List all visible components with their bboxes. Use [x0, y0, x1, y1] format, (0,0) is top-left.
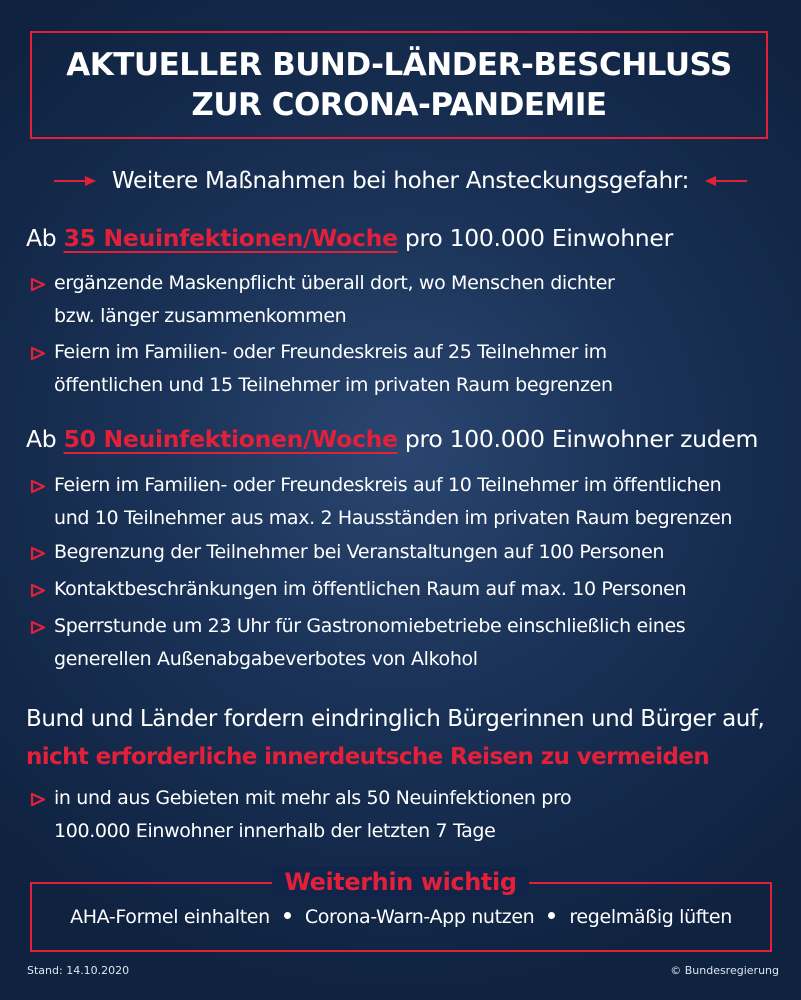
- list-item-text: Begrenzung der Teilnehmer bei Veranstaltungen auf 100 Personen: [54, 541, 665, 563]
- title-line-2: ZUR CORONA-PANDEMIE: [191, 87, 607, 123]
- list-item-text: und 10 Teilnehmer aus max. 2 Hausständen im privaten Raum begrenzen: [54, 507, 733, 529]
- dot-icon: [284, 912, 291, 919]
- list-item-text: generellen Außenabgabeverbotes von Alkohol: [54, 648, 478, 670]
- important-item: regelmäßig lüften: [569, 906, 732, 928]
- important-item: Corona-Warn-App nutzen: [304, 906, 535, 928]
- important-label: [0, 866, 801, 898]
- title-box: [30, 31, 768, 139]
- threshold-heading-35: [26, 224, 673, 252]
- appeal-highlight: nicht erforderliche innerdeutsche Reisen zu vermeiden: [26, 744, 710, 770]
- triangle-right-outline-icon: [30, 620, 46, 635]
- list-item-text: Feiern im Familien- oder Freundeskreis auf 25 Teilnehmer im: [54, 341, 607, 363]
- list-item: [30, 782, 571, 848]
- list-item: [30, 469, 732, 535]
- threshold-suffix: pro 100.000 Einwohner: [404, 224, 673, 252]
- arrow-left-icon: [705, 175, 747, 187]
- triangle-right-outline-icon: [30, 583, 46, 598]
- important-item: AHA-Formel einhalten: [70, 906, 270, 928]
- list-item-text: 100.000 Einwohner innerhalb der letzten 7 Tage: [54, 820, 496, 842]
- title-line-1: AKTUELLER BUND-LÄNDER-BESCHLUSS: [66, 47, 732, 83]
- list-item: [30, 336, 613, 402]
- triangle-right-outline-icon: [30, 546, 46, 561]
- triangle-right-outline-icon: [30, 277, 46, 292]
- list-item-text: bzw. länger zusammenkommen: [54, 305, 347, 327]
- list-item-text: öffentlichen und 15 Teilnehmer im privaten Raum begrenzen: [54, 374, 613, 396]
- subheading-text: Weitere Maßnahmen bei hoher Ansteckungsgefahr:: [111, 168, 690, 194]
- list-item-text: Feiern im Familien- oder Freundeskreis auf 10 Teilnehmer im öffentlichen: [54, 474, 722, 496]
- triangle-right-outline-icon: [30, 346, 46, 361]
- important-items: [30, 902, 772, 932]
- threshold-heading-50: [26, 425, 758, 453]
- list-item-text: Sperrstunde um 23 Uhr für Gastronomiebetriebe einschließlich eines: [54, 615, 686, 637]
- list-item-text: in und aus Gebieten mit mehr als 50 Neuinfektionen pro: [54, 787, 572, 809]
- threshold-prefix: Ab: [26, 224, 57, 252]
- list-item: [30, 536, 664, 569]
- list-item-text: ergänzende Maskenpflicht überall dort, wo Menschen dichter: [54, 272, 615, 294]
- list-item: [30, 573, 686, 606]
- dot-icon: [548, 912, 555, 919]
- travel-appeal: [26, 700, 764, 776]
- threshold-suffix: pro 100.000 Einwohner zudem: [404, 425, 759, 453]
- date-stamp: Stand: 14.10.2020: [27, 964, 130, 977]
- arrow-right-icon: [54, 175, 96, 187]
- copyright: © Bundesregierung: [670, 964, 779, 977]
- important-label-text: Weiterhin wichtig: [272, 866, 528, 898]
- triangle-right-outline-icon: [30, 792, 46, 807]
- list-item: [30, 610, 685, 676]
- subheading: [0, 163, 801, 199]
- threshold-prefix: Ab: [26, 425, 57, 453]
- list-item-text: Kontaktbeschränkungen im öffentlichen Raum auf max. 10 Personen: [54, 578, 687, 600]
- threshold-highlight-35: 35 Neuinfektionen/Woche: [63, 224, 398, 252]
- triangle-right-outline-icon: [30, 479, 46, 494]
- threshold-highlight-50: 50 Neuinfektionen/Woche: [63, 425, 398, 453]
- list-item: [30, 267, 615, 333]
- appeal-text: Bund und Länder fordern eindringlich Bürgerinnen und Bürger auf,: [26, 706, 765, 732]
